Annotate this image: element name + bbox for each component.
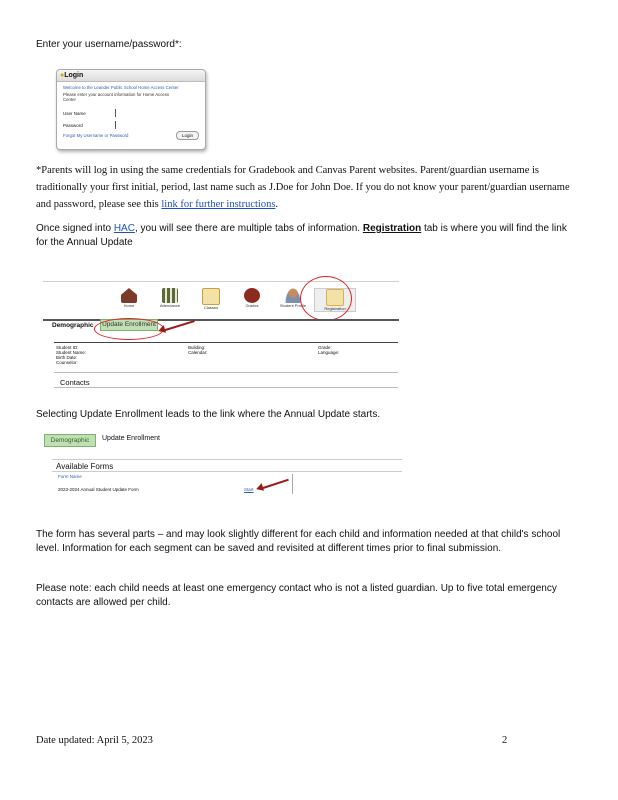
- birth-date-label: Birth Date:: [56, 355, 78, 360]
- signed-in-text-end: tab is where you will find the link for the Annual Update: [36, 223, 567, 248]
- nav-classes[interactable]: [191, 288, 231, 312]
- login-button[interactable]: Login: [176, 131, 199, 140]
- contacts-rule: [54, 387, 398, 388]
- form-parts-paragraph: The form has several parts – and may look slightly different for each child and information needed at that child's school level. Information for each segment can be saved and revisited at different times prior to final submission.: [36, 529, 561, 554]
- signed-in-text-middle: , you will see there are multiple tabs of information.: [134, 223, 363, 234]
- student-info-col1: [56, 345, 86, 365]
- username-label: User Name: [63, 110, 86, 116]
- credentials-note-text: *Parents will log in using the same credentials for Gradebook and Canvas Parent websites. Parent/guardian username is traditionally your first initial, period, last name such as J.Doe for John Doe. If you do not know your parent/guardian username and password, please see this: [36, 165, 570, 210]
- language-label: Language:: [318, 350, 340, 355]
- student-profile-icon: [285, 288, 301, 303]
- attendance-icon: [162, 288, 178, 303]
- available-forms-heading: Available Forms: [56, 462, 114, 471]
- forms-mid-rule: [52, 471, 402, 472]
- classes-icon: [202, 288, 220, 305]
- building-label: Building:: [188, 345, 206, 350]
- form-name-header: Form Name: [58, 474, 82, 479]
- forms-tab-demographic[interactable]: Demographic: [44, 434, 96, 447]
- start-form-link[interactable]: Start: [244, 487, 254, 492]
- student-info-col2: [188, 345, 208, 355]
- forms-column-divider: [292, 474, 293, 494]
- selecting-paragraph: Selecting Update Enrollment leads to the link where the Annual Update starts.: [36, 409, 381, 420]
- credentials-note-end: .: [275, 199, 279, 210]
- student-info-col3: [318, 345, 339, 355]
- hac-link[interactable]: HAC: [113, 223, 135, 234]
- nav-attendance-label: Attendance: [159, 303, 181, 308]
- nav-classes-label: Classes: [203, 305, 219, 310]
- nav-home[interactable]: [109, 288, 149, 312]
- nav-registration-label: Registration: [324, 306, 346, 311]
- info-top-rule: [54, 342, 398, 343]
- calendar-label: Calendar:: [188, 350, 208, 355]
- nav-student-profile-label: Student Profile: [279, 303, 307, 308]
- info-bottom-rule: [54, 372, 398, 373]
- password-field[interactable]: [115, 121, 116, 129]
- nav-grades[interactable]: [232, 288, 272, 312]
- further-instructions-link[interactable]: link for further instructions: [161, 199, 276, 210]
- login-dialog-image: [56, 69, 206, 150]
- contacts-heading: Contacts: [60, 378, 90, 387]
- form-item: 2023-2024 Annual Student Update Form: [58, 487, 139, 492]
- registration-term: Registration: [362, 223, 422, 234]
- tab-update-enrollment[interactable]: Update Enrollment: [100, 319, 158, 331]
- tab-demographic[interactable]: Demographic: [52, 322, 94, 329]
- nav-grades-label: Grades: [245, 303, 259, 308]
- start-pointer-arrow: [260, 479, 289, 490]
- page-number: 2: [502, 735, 508, 746]
- signed-in-text: Once signed into: [36, 223, 114, 234]
- credentials-note: [36, 162, 584, 213]
- password-label: Password: [63, 122, 83, 128]
- login-instructions: Please enter your account information for Home Access Center: [63, 92, 170, 102]
- forms-tab-update-enrollment[interactable]: Update Enrollment: [102, 435, 160, 442]
- student-id-label: Student ID:: [56, 345, 79, 350]
- update-enrollment-highlight-circle: [94, 318, 164, 340]
- nav-divider: [43, 319, 399, 321]
- please-note-paragraph: Please note: each child needs at least one emergency contact who is not a listed guardian. Up to five total emergency contacts are allowed per child.: [36, 583, 557, 608]
- start-pointer-arrow-head: [255, 483, 264, 493]
- registration-highlight-circle: [300, 276, 352, 321]
- pointer-arrow-head: [157, 325, 166, 335]
- grades-icon: [244, 288, 260, 303]
- username-field[interactable]: [115, 109, 116, 117]
- forms-top-rule: [52, 459, 402, 460]
- forgot-password-link[interactable]: Forgot My Username or Password: [63, 133, 129, 138]
- home-icon: [121, 288, 137, 303]
- counselor-label: Counselor:: [56, 360, 78, 365]
- step-heading: Enter your username/password*:: [36, 39, 182, 50]
- nav-home-label: Home: [123, 303, 135, 308]
- login-welcome-text: Welcome to the Leander Public School Home Access Center: [63, 85, 179, 90]
- footer-date: Date updated: April 5, 2023: [36, 735, 153, 746]
- student-name-label: Student Name:: [56, 350, 87, 355]
- lock-icon: ●: [60, 72, 65, 79]
- grade-label: Grade:: [318, 345, 332, 350]
- login-header: [57, 70, 205, 82]
- nav-attendance[interactable]: [150, 288, 190, 312]
- signed-in-paragraph: [36, 222, 576, 250]
- login-title: Login: [64, 72, 84, 79]
